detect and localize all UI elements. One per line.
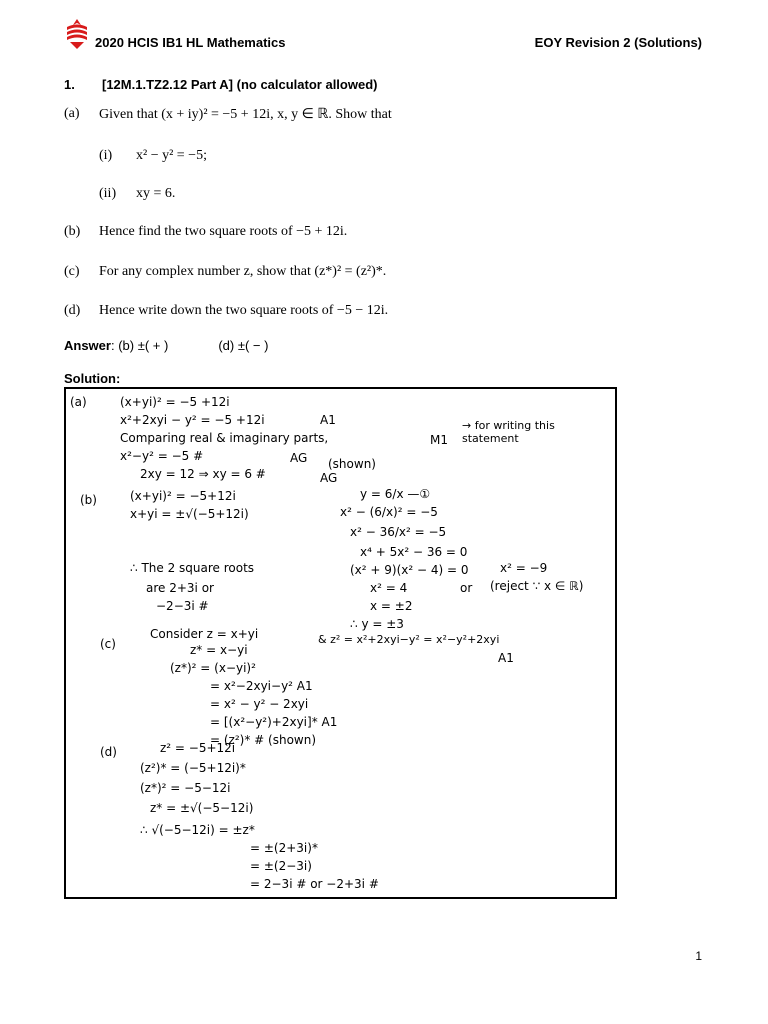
solution-label: Solution: — [64, 371, 121, 386]
part-label-a-ii: (ii) — [99, 186, 117, 201]
hw-line: = ±(2+3i)* — [250, 841, 318, 855]
hw-line: = (z²)* # (shown) — [210, 733, 317, 747]
hw-line: ∴ y = ±3 — [350, 617, 404, 631]
part-text-c: For any complex number z, show that (z*)² = (z²)*. — [99, 264, 387, 279]
hw-line: = [(x²−y²)+2xyi]* A1 — [210, 715, 338, 729]
hw-line: ∴ The 2 square roots — [130, 561, 255, 575]
hw-mark: AG — [290, 451, 308, 465]
hw-line: (a) — [70, 395, 87, 409]
hw-line: (reject ∵ x ∈ ℝ) — [490, 579, 584, 593]
answer-d: (d) ±( − ) — [218, 338, 269, 353]
school-logo-icon — [64, 18, 90, 52]
header-subtitle: EOY Revision 2 (Solutions) — [534, 35, 702, 50]
hw-line: z* = x−yi — [190, 643, 248, 657]
hw-line: = x² − y² − 2xyi — [210, 697, 309, 711]
hw-line: Consider z = x+yi — [150, 627, 259, 641]
hw-line: ∴ √(−5−12i) = ±z* — [140, 823, 255, 837]
part-label-b: (b) — [64, 224, 81, 239]
hw-line: x+yi = ±√(−5+12i) — [130, 507, 249, 521]
hw-line: −2−3i # — [156, 599, 209, 613]
part-text-a: Given that (x + iy)² = −5 + 12i, x, y ∈ ℝ. Show that — [99, 107, 392, 122]
hw-line: x⁴ + 5x² − 36 = 0 — [360, 545, 468, 559]
hw-line: z* = ±√(−5−12i) — [150, 801, 254, 815]
question-code: [12M.1.TZ2.12 Part A] (no calculator allowed) — [102, 77, 378, 92]
part-text-d: Hence write down the two square roots of −5 − 12i. — [99, 303, 389, 318]
hw-line: (x² + 9)(x² − 4) = 0 — [350, 563, 469, 577]
hw-line: 2xy = 12 ⇒ xy = 6 # — [140, 467, 266, 481]
part-text-b: Hence find the two square roots of −5 + 12i. — [99, 224, 348, 239]
hw-mark: A1 — [320, 413, 336, 427]
part-label-c: (c) — [64, 264, 80, 279]
hw-line: Comparing real & imaginary parts, — [120, 431, 329, 445]
hw-line: x² = −9 — [500, 561, 548, 575]
part-text-a-ii: xy = 6. — [136, 186, 176, 201]
hw-line: (x+yi)² = −5 +12i — [120, 395, 230, 409]
hw-line: y = 6/x —① — [360, 487, 431, 501]
hw-line: = ±(2−3i) — [250, 859, 312, 873]
page-number: 1 — [695, 949, 702, 963]
hw-line: (z*)² = (x−yi)² — [170, 661, 256, 675]
hw-line: x²−y² = −5 # — [120, 449, 204, 463]
hw-line: z² = −5+12i — [160, 741, 236, 755]
hw-line: (z*)² = −5−12i — [140, 781, 231, 795]
hw-note: (shown) — [328, 457, 376, 471]
hw-line: = 2−3i # or −2+3i # — [250, 877, 379, 891]
hw-mark: AG — [320, 471, 338, 485]
hw-line: are 2+3i or — [146, 581, 214, 595]
hw-line: (z²)* = (−5+12i)* — [140, 761, 246, 775]
hw-line: x² − 36/x² = −5 — [350, 525, 447, 539]
hw-note: → for writing this statement — [462, 419, 555, 445]
hw-line: x²+2xyi − y² = −5 +12i — [120, 413, 265, 427]
question-number: 1. — [64, 77, 75, 92]
hw-line: & z² = x²+2xyi−y² = x²−y²+2xyi — [318, 633, 500, 646]
hw-line: x² − (6/x)² = −5 — [340, 505, 438, 519]
answer-line — [64, 338, 268, 353]
part-label-a-i: (i) — [99, 148, 113, 163]
hw-line: (d) — [100, 745, 117, 759]
hw-mark: A1 — [498, 651, 514, 665]
part-label-d: (d) — [64, 303, 81, 318]
answer-b: : (b) ±( + ) — [110, 338, 169, 353]
handwritten-solution-image — [64, 387, 617, 899]
hw-line: x² = 4 — [370, 581, 408, 595]
hw-line: x = ±2 — [370, 599, 413, 613]
hw-mark: M1 — [430, 433, 448, 447]
answer-label: Answer — [64, 338, 111, 353]
hw-line: (c) — [100, 637, 116, 651]
part-label-a: (a) — [64, 106, 80, 121]
hw-line: (x+yi)² = −5+12i — [130, 489, 236, 503]
hw-line: = x²−2xyi−y² A1 — [210, 679, 313, 693]
hw-line: or — [460, 581, 473, 595]
header-title: 2020 HCIS IB1 HL Mathematics — [95, 35, 286, 50]
part-text-a-i: x² − y² = −5; — [136, 148, 207, 163]
hw-line: (b) — [80, 493, 97, 507]
